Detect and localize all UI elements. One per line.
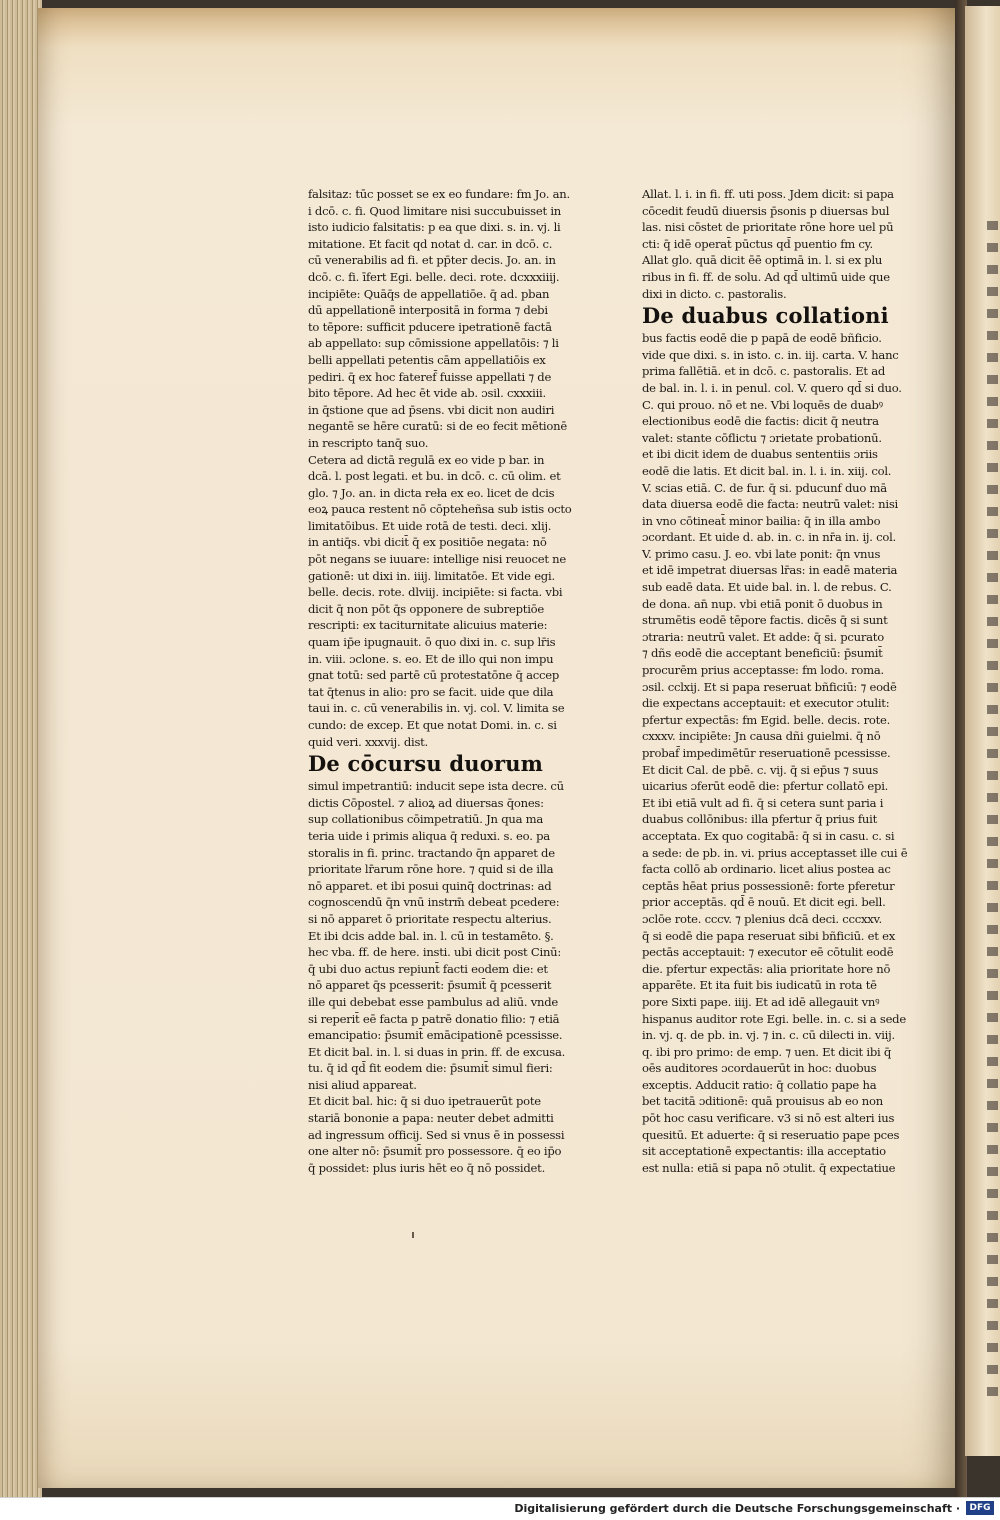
facing-page-text-fragment <box>987 771 998 780</box>
text-line: et idē impetrat diuersas lr̄as: in eadē materia <box>642 563 898 578</box>
text-line: V. scias etiā. C. de fur. q̄ si. pducunf duo mā <box>642 480 887 495</box>
facing-page-text-fragment <box>987 1255 998 1264</box>
facing-page-text-fragment <box>987 1321 998 1330</box>
text-line: q. ibi pro primo: de emp. ⁊ uen. Et dicit ibi q̄ <box>642 1044 892 1059</box>
text-line: ceptās hēat prius possessionē: forte pferetur <box>642 878 895 893</box>
facing-page-text-fragment <box>987 463 998 472</box>
text-line: valet: stante cōflictu ⁊ ɔrietate probationū. <box>642 430 882 445</box>
text-line: dcā. l. post legati. et bu. in dcō. c. cū olim. et <box>308 469 561 484</box>
facing-page-text-fragment <box>987 815 998 824</box>
text-line: gnat totū: sed partē cū protestatōne q̄ accep <box>308 668 560 683</box>
right-column-paragraphs-2 <box>642 330 908 1176</box>
text-line: data diuersa eodē die facta: neutrū valet: nisi <box>642 497 898 512</box>
funding-credit: Digitalisierung gefördert durch die Deutsche Forschungsgemeinschaft · <box>514 1502 960 1515</box>
facing-page-text-fragment <box>987 1057 998 1066</box>
facing-page-text-fragment <box>987 441 998 450</box>
text-line: storalis in fi. princ. tractando q̄n apparet de <box>308 845 555 860</box>
facing-page-text-fragment <box>987 1343 998 1352</box>
text-line: probaf̄ impedimētūr reseruationē pcessisse. <box>642 746 891 760</box>
text-line: ɔtraria: neutrū valet. Et adde: q̄ si. pcurato <box>642 629 884 644</box>
text-line: sub eadē data. Et uide bal. in. l. de rebus. C. <box>642 580 892 595</box>
text-line: cū venerabilis ad fi. et pp̄ter decis. Jo. an. in <box>308 253 556 268</box>
text-line: pōt negans se iuuare: intellige nisi reuocet ne <box>308 552 566 567</box>
facing-page-text-fragment <box>987 1035 998 1044</box>
text-line: tat q̄tenus in alio: pro se facit. uide que dila <box>308 684 554 699</box>
facing-page-text-fragment <box>987 1123 998 1132</box>
text-line: ɔclōe rote. cccv. ⁊ plenius dcā deci. cccxxv. <box>642 911 882 926</box>
facing-page-text-fragment <box>987 221 998 230</box>
facing-page-text-fragment <box>987 1299 998 1308</box>
text-line: a sede: de pb. in. vi. prius acceptasset ille cui ē <box>642 845 908 860</box>
text-line: in q̄stione que ad p̄sens. vbi dicit non audiri <box>308 402 555 417</box>
text-line: V. primo casu. J. eo. vbi late ponit: q̄n vnus <box>642 546 881 561</box>
text-line: Et ibi dcis adde bal. in. l. cū in testamēto. §. <box>308 928 554 943</box>
facing-page-text-fragment <box>987 705 998 714</box>
text-line: tu. q̄ id qd̄ fit eodem die: p̄sumit̄ simul fieri: <box>308 1061 553 1076</box>
facing-page-text-fragment <box>987 925 998 934</box>
text-line: cundo: de excep. Et que notat Domi. in. c. si <box>308 718 557 732</box>
text-line: q̄ ubi duo actus repiunt̄ facti eodem die: et <box>308 961 548 976</box>
facing-page-text-fragment <box>987 683 998 692</box>
text-line: Et dicit Cal. de pbē. c. vij. q̄ si ep̄us ⁊ suus <box>642 762 879 777</box>
text-line: pectās acceptauit: ⁊ executor eē cōtulit eodē <box>642 945 894 960</box>
facing-page-text-fragment <box>987 859 998 868</box>
text-line: isto iudicio falsitatis: p ea que dixi. s. in. vj. li <box>308 220 561 235</box>
dfg-logo: DFG <box>966 1501 994 1515</box>
facing-page-text-fragment <box>987 595 998 604</box>
facing-page-text-fragment <box>987 991 998 1000</box>
text-line: die expectans acceptauit: et executor ɔtulit: <box>642 696 890 711</box>
text-line: et ibi dicit idem de duabus sententiis ɔriis <box>642 447 878 462</box>
facing-page-text-fragment <box>987 1365 998 1374</box>
facing-page-text-fragment <box>987 287 998 296</box>
text-line: cōcedit feudū diuersis p̄sonis p diuersas bul <box>642 203 890 218</box>
facing-page-text-fragment <box>987 1387 998 1396</box>
ink-mark <box>412 1232 414 1238</box>
facing-page-text-fragment <box>987 1013 998 1022</box>
text-line: taui in. c. cū venerabilis in. vj. col. V. limita se <box>308 701 565 716</box>
facing-page-text-fragment <box>987 793 998 802</box>
text-line: limitatōibus. Et uide rotā de testi. deci. xlij. <box>308 518 552 533</box>
text-line: procurēm prius acceptasse: fm lodo. roma. <box>642 663 884 678</box>
text-line: de dona. an̄ nup. vbi etiā ponit ō duobus in <box>642 596 883 611</box>
text-line: si reperit̄ eē facta p patrē donatio filio: ⁊ etiā <box>308 1011 560 1026</box>
facing-page-text-fragment <box>987 1189 998 1198</box>
text-line: falsitaz: tūc posset se ex eo fundare: fm Jo. an. <box>308 187 570 201</box>
facing-page-text-fragment <box>987 837 998 846</box>
text-line: electionibus eodē die factis: dicit q̄ neutra <box>642 414 879 429</box>
text-line: Cetera ad dictā regulā ex eo vide p bar. in <box>308 452 545 467</box>
text-line: prioritate lr̄arum rōne hore. ⁊ quid si de illa <box>308 862 554 877</box>
facing-page-text-fragment <box>987 1101 998 1110</box>
facing-page-text-fragment <box>987 573 998 582</box>
text-line: ⁊ dñs eodē die acceptant beneficiū: p̄sumit̄ <box>642 646 883 661</box>
text-line: dcō. c. fi. īfert Egi. belle. deci. rote. dcxxxiiij. <box>308 269 560 284</box>
text-line: dicit q̄ non pōt q̄s opponere de subreptiōe <box>308 601 544 616</box>
text-line: emancipatio: p̄sumit̄ emācipationē pcessisse. <box>308 1028 563 1043</box>
section-heading-right: De duabus collationi <box>642 303 889 329</box>
facing-page-text-fragment <box>987 661 998 670</box>
facing-page-text-fragment <box>987 397 998 406</box>
text-line: eoꝝ pauca restent nō cōpteheñsa sub istis octo <box>308 502 572 517</box>
text-line: gationē: ut dixi in. iiij. limitatōe. Et vide egi. <box>308 568 555 583</box>
facing-page-text-fragment <box>987 969 998 978</box>
text-line: nisi aliud appareat. <box>308 1077 417 1092</box>
left-column-paragraphs-2 <box>308 778 566 1176</box>
text-line: ab appellato: sup cōmissione appellatōis: ⁊ li <box>308 336 559 351</box>
text-line: ɔcordant. Et uide d. ab. in. c. in nr̄a in. ij. col. <box>642 530 896 545</box>
text-line: to tēpore: sufficit pducere ipetrationē factā <box>308 319 552 334</box>
text-line: rescripti: ex taciturnitate alicuius materie: <box>308 618 548 633</box>
text-line: q̄ possidet: plus iuris hēt eo q̄ nō possidet. <box>308 1160 546 1175</box>
text-line: sit acceptationē expectantis: illa acceptatio <box>642 1144 886 1159</box>
next-page-edge <box>965 6 1000 1456</box>
text-line: i dcō. c. fi. Quod limitare nisi succubuisset in <box>308 203 561 218</box>
text-line: ribus in fi. ff. de solu. Ad qd̄ ultimū uide que <box>642 269 890 284</box>
text-line: quesitū. Et aduerte: q̄ si reseruatio pape pces <box>642 1127 900 1142</box>
text-line: in. viii. ɔclone. s. eo. Et de illo qui non impu <box>308 651 554 666</box>
text-column-left <box>308 186 572 1176</box>
facing-page-text-fragment <box>987 243 998 252</box>
text-line: bito tēpore. Ad hec ēt vide ab. ɔsil. cxxxiii. <box>308 386 546 401</box>
text-line: ille qui debebat esse pambulus ad aliū. vnde <box>308 994 559 1009</box>
text-line: belle. decis. rote. dlviij. incipiēte: si facta. vbi <box>308 585 563 600</box>
text-line: dixi in dicto. c. pastoralis. <box>642 286 787 301</box>
text-line: glo. ⁊ Jo. an. in dicta reła ex eo. licet de dcis <box>308 485 555 500</box>
left-column-paragraphs <box>308 186 572 750</box>
facing-page-text-fragment <box>987 749 998 758</box>
text-line: hispanus auditor rote Egi. belle. in. c. si a sede <box>642 1011 906 1026</box>
right-column-paragraphs <box>642 186 894 302</box>
text-line: pediri. q̄ ex hoc fateref̄ fuisse appellati ⁊ de <box>308 369 552 384</box>
text-line: Allat glo. quā dicit ēē optimā in. l. si ex plu <box>642 253 883 268</box>
facing-page-text-fragment <box>987 1167 998 1176</box>
text-line: nō apparet. et ibi posui quinq̄ doctrinas: ad <box>308 878 552 893</box>
facing-page-text-fragment <box>987 639 998 648</box>
text-line: teria uide i primis aliqua q̄ reduxi. s. eo. pa <box>308 828 550 843</box>
facing-page-text-fragment <box>987 903 998 912</box>
facing-page-text-fragment <box>987 265 998 274</box>
text-line: nō apparet q̄s pcesserit: p̄sumit̄ q̄ pcesserit <box>308 978 552 993</box>
text-line: ɔsil. cclxij. Et si papa reseruat bñficiū: ⁊ eodē <box>642 679 897 694</box>
text-line: in vno cōtineat̄ minor bailia: q̄ in illa ambo <box>642 513 881 528</box>
text-line: cti: q̄ idē operat̄ pūctus qd̄ puentio fm cy. <box>642 236 873 251</box>
text-line: Et ibi etiā vult ad fi. q̄ si cetera sunt paria i <box>642 795 884 810</box>
text-line: las. nisi cōstet de prioritate rōne hore uel pū <box>642 220 894 235</box>
text-line: uicarius ɔferūt eodē die: pfertur collatō epi. <box>642 779 889 794</box>
text-line: mitatione. Et facit qd notat d. car. in dcō. c. <box>308 236 553 251</box>
text-line: prima fallētiā. et in dcō. c. pastoralis. Et ad <box>642 364 886 379</box>
facing-page-text-fragment <box>987 617 998 626</box>
text-line: apparēte. Et ita fuit bis iudicatū in rota tē <box>642 978 877 993</box>
text-line: in antiq̄s. vbi dicit̄ q̄ ex positiōe negata: nō <box>308 535 547 550</box>
text-line: quam ip̄e ipugnauit. ō quo dixi in. c. sup lr̄is <box>308 635 556 650</box>
facing-page-text-fragment <box>987 1145 998 1154</box>
text-line: strumētis eodē tēpore factis. dicēs q̄ si sunt <box>642 613 888 628</box>
text-line: sup collationibus cōimpetratiū. Jn qua ma <box>308 812 544 827</box>
text-line: incipiēte: Quāq̄s de appellatiōe. q̄ ad. pban <box>308 286 550 301</box>
text-line: negantē se hēre curatū: si de eo fecit mētionē <box>308 419 567 434</box>
facing-page-text-fragment <box>987 881 998 890</box>
text-line: C. qui prouo. nō et ne. Vbi loquēs de duabꝰ <box>642 397 883 412</box>
text-line: in. vj. q. de pb. in. vj. ⁊ in. c. cū dilecti in. viij. <box>642 1028 895 1043</box>
section-heading-left: De cōcursu duorum <box>308 751 544 777</box>
facing-page-text-fragment <box>987 375 998 384</box>
text-line: bet tacitā ɔditionē: quā prouisus ab eo non <box>642 1094 883 1109</box>
facing-page-text-fragment <box>987 419 998 428</box>
text-line: one alter nō: p̄sumit̄ pro possessore. q̄ eo ip̄o <box>308 1144 562 1159</box>
text-line: hec vba. ff. de here. insti. ubi dicit post Cinū: <box>308 945 562 960</box>
text-line: acceptata. Ex quo cogitabā: q̄ si in casu. c. si <box>642 828 895 843</box>
text-line: eodē die latis. Et dicit bal. in. l. i. in. xiij. col. <box>642 463 892 478</box>
facing-page-text-fragment <box>987 331 998 340</box>
text-line: pōt hoc casu verificare. v3 si nō est alteri ius <box>642 1111 895 1126</box>
text-line: cxxxv. incipiēte: Jn causa dñi guielmi. q̄ nō <box>642 729 881 744</box>
text-line: pore Sixti pape. iiij. Et ad idē allegauit vnꝰ <box>642 994 880 1009</box>
text-line: facta collō ab ordinario. licet alius postea ac <box>642 862 891 877</box>
text-line: duabus collōnibus: illa pfertur q̄ prius fuit <box>642 812 877 827</box>
facing-page-text-fragment <box>987 1211 998 1220</box>
facing-page-text-fragment <box>987 1233 998 1242</box>
facing-page-text-fragment <box>987 485 998 494</box>
text-line: Et dicit bal. hic: q̄ si duo ipetrauerūt pote <box>308 1094 541 1109</box>
book-edge-left <box>0 0 42 1497</box>
text-line: cognoscendū q̄n vnū instrm̄ debeat pcedere: <box>308 895 560 910</box>
text-line: simul impetrantiū: inducit sepe ista decre. cū <box>308 779 564 794</box>
text-line: pfertur expectās: fm Egid. belle. decis. rote. <box>642 712 891 727</box>
facing-page-text-fragment <box>987 947 998 956</box>
text-line: exceptis. Adducit ratio: q̄ collatio pape ha <box>642 1077 877 1092</box>
text-line: est nulla: etiā si papa nō ɔtulit. q̄ expectatiue <box>642 1160 896 1175</box>
text-line: oēs auditores ɔcordauerūt in hoc: duobus <box>642 1061 877 1076</box>
text-line: ad ingressum officij. Sed si vnus ē in possessi <box>308 1127 565 1142</box>
text-line: bus factis eodē die p papā de eodē bñficio. <box>642 331 882 346</box>
text-line: si nō apparet ō prioritate respectu alterius. <box>308 911 552 926</box>
text-line: dū appellationē interpositā in forma ⁊ debi <box>308 303 548 318</box>
facing-page-text-fragment <box>987 309 998 318</box>
text-column-right <box>642 186 908 1176</box>
facing-page-text-fragment <box>987 353 998 362</box>
text-line: prior acceptās. qd̄ ē nouū. Et dicit egi. bell. <box>642 895 886 910</box>
facing-page-text-fragment <box>987 529 998 538</box>
text-line: dictis Cōpostel. ⁊ alioꝝ ad diuersas q̄ones: <box>308 795 544 810</box>
facing-page-text-fragment <box>987 1079 998 1088</box>
facing-page-text-fragment <box>987 551 998 560</box>
facing-page-text-fragment <box>987 1277 998 1286</box>
text-line: q̄ si eodē die papa reseruat sibi bñficiū. et ex <box>642 928 896 943</box>
text-line: vide que dixi. s. in isto. c. in. iij. carta. V. hanc <box>642 347 899 362</box>
text-line: in rescripto tanq̄ suo. <box>308 435 429 450</box>
text-line: belli appellati petentis cām appellatiōis ex <box>308 352 546 367</box>
facing-page-text-fragment <box>987 507 998 516</box>
text-line: Et dicit bal. in. l. si duas in prin. ff. de excusa. <box>308 1044 566 1059</box>
footer-bar <box>0 1497 1000 1520</box>
text-line: quid veri. xxxvij. dist. <box>308 734 428 749</box>
text-line: die. pfertur expectās: alia prioritate hore nō <box>642 961 891 976</box>
text-line: Allat. l. i. in fi. ff. uti poss. Jdem dicit: si papa <box>642 187 894 201</box>
text-line: de bal. in. l. i. in penul. col. V. quero qd̄ si duo. <box>642 380 902 395</box>
facing-page-text-fragment <box>987 727 998 736</box>
text-line: stariā bononie a papa: neuter debet admitti <box>308 1111 554 1126</box>
